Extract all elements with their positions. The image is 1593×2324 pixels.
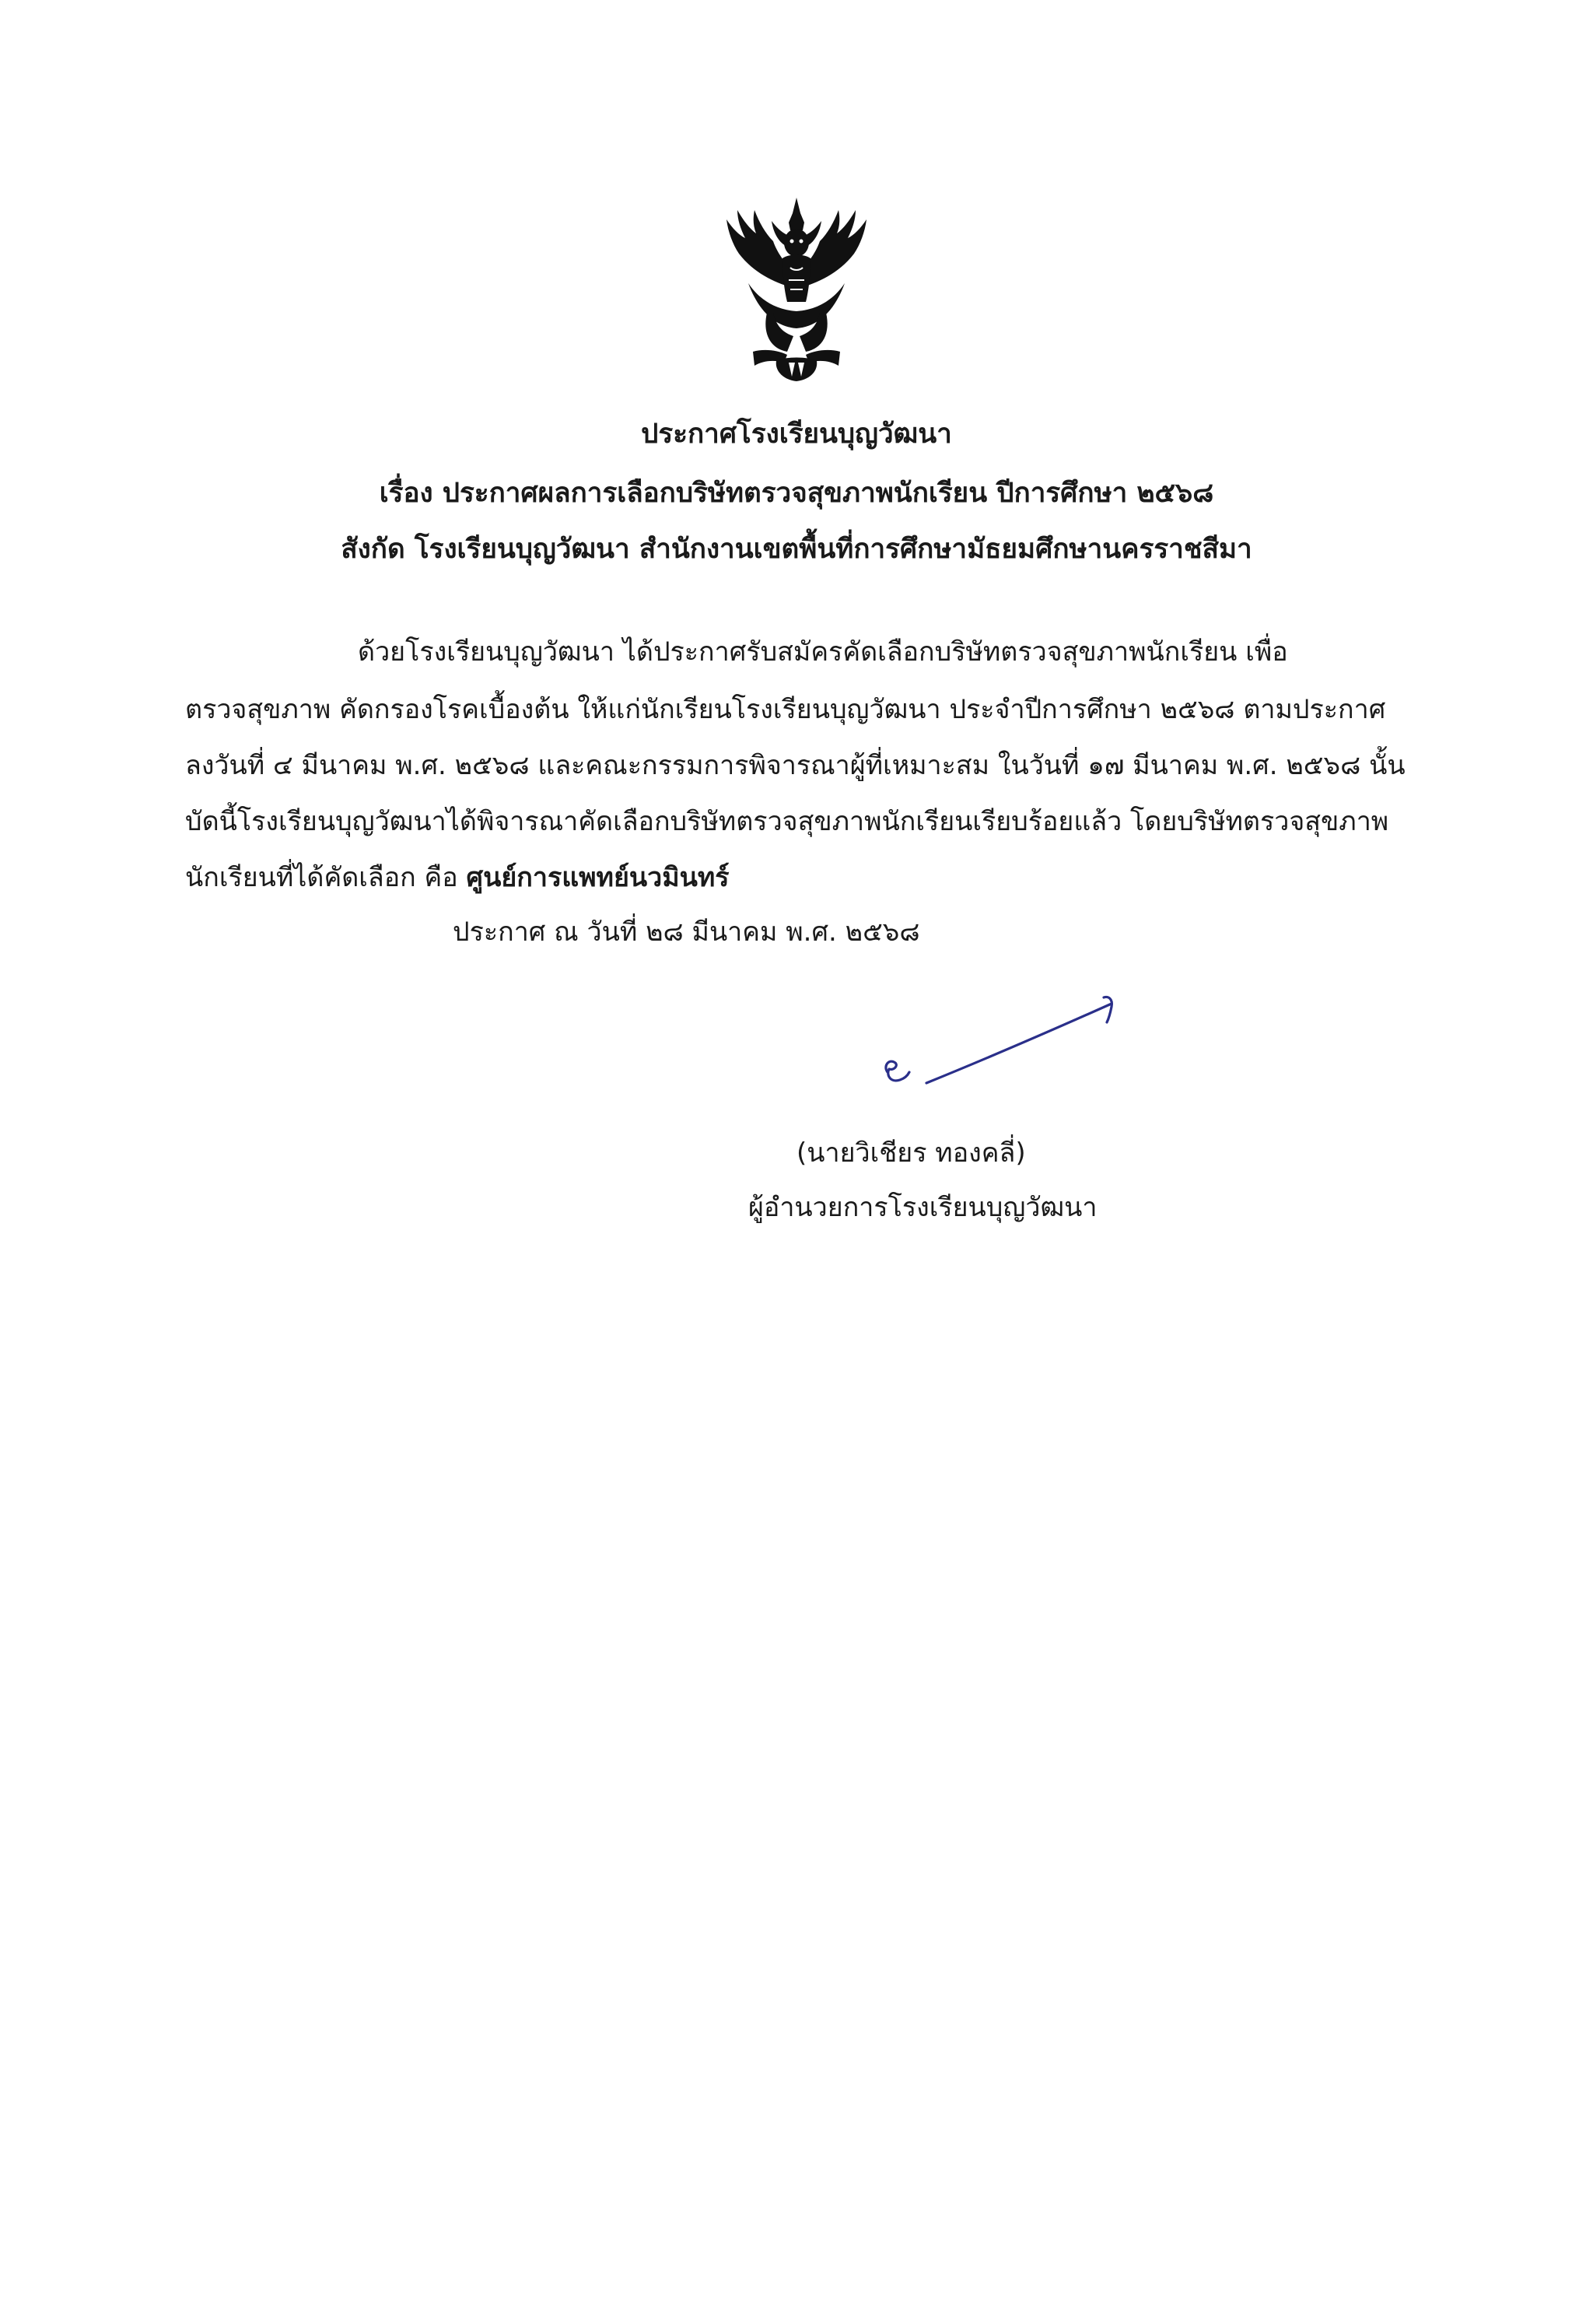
garuda-emblem-icon [722, 196, 871, 383]
announcement-title: ประกาศโรงเรียนบุญวัฒนา [641, 419, 952, 450]
body-line-5 [185, 862, 730, 893]
body-line-4: บัดนี้โรงเรียนบุญวัฒนาได้พิจารณาคัดเลือกบริษัทตรวจสุขภาพนักเรียนเรียบร้อยแล้ว โดยบริษัทตรวจสุขภาพ [185, 806, 1389, 837]
body-line-3: ลงวันที่ ๔ มีนาคม พ.ศ. ๒๕๖๘ และคณะกรรมการพิจารณาผู้ที่เหมาะสม ในวันที่ ๑๗ มีนาคม พ.ศ. ๒๕๖๘ นั้น [185, 750, 1406, 781]
announcement-subject: เรื่อง ประกาศผลการเลือกบริษัทตรวจสุขภาพนักเรียน ปีการศึกษา ๒๕๖๘ [379, 478, 1214, 509]
announcement-affiliation: สังกัด โรงเรียนบุญวัฒนา สำนักงานเขตพื้นที่การศึกษามัธยมศึกษานครราชสีมา [341, 534, 1252, 565]
signatory-title: ผู้อำนวยการโรงเรียนบุญวัฒนา [748, 1192, 1098, 1223]
signature-icon [860, 988, 1124, 1105]
selected-company: ศูนย์การแพทย์นวมินทร์ [466, 862, 730, 893]
announce-date: ประกาศ ณ วันที่ ๒๘ มีนาคม พ.ศ. ๒๕๖๘ [453, 917, 920, 948]
body-line-2: ตรวจสุขภาพ คัดกรองโรคเบื้องต้น ให้แก่นักเรียนโรงเรียนบุญวัฒนา ประจำปีการศึกษา ๒๕๖๘ ตามประกาศ [185, 694, 1386, 725]
signatory-name: (นายวิเชียร ทองคลี่) [796, 1137, 1026, 1169]
selected-label: นักเรียนที่ได้คัดเลือก คือ [185, 862, 467, 893]
body-line-1: ด้วยโรงเรียนบุญวัฒนา ได้ประกาศรับสมัครคัดเลือกบริษัทตรวจสุขภาพนักเรียน เพื่อ [358, 636, 1288, 668]
